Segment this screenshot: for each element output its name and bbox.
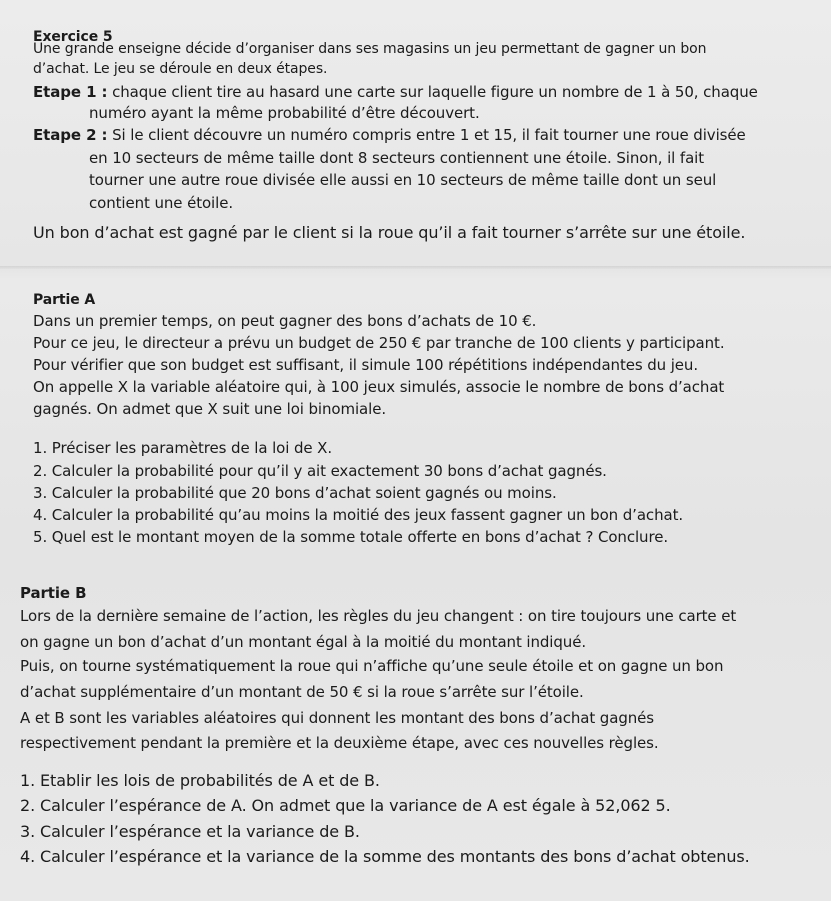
paper-fold: [0, 266, 831, 269]
intro-line-2: d’achat. Le jeu se déroule en deux étapes.: [33, 61, 328, 77]
partB-text-5: A et B sont les variables aléatoires qui donnent les montant des bons d’achat gagnés: [20, 709, 654, 727]
partB-text-6: respectivement pendant la première et la deuxième étape, avec ces nouvelles règles.: [20, 734, 659, 752]
partB-question-2: 2. Calculer l’espérance de A. On admet que la variance de A est égale à 52,062 5.: [20, 796, 671, 815]
partA-text-4: On appelle X la variable aléatoire qui, à 100 jeux simulés, associe le nombre de bons d’achat: [33, 378, 725, 396]
etape1-line-2: numéro ayant la même probabilité d’être découvert.: [89, 104, 480, 122]
etape2-line-4: contient une étoile.: [89, 194, 233, 212]
etape1-line-1: Etape 1 : chaque client tire au hasard une carte sur laquelle figure un nombre de 1 à 50, chaque: [33, 83, 758, 101]
partA-text-2: Pour ce jeu, le directeur a prévu un budget de 250 € par tranche de 100 clients y participant.: [33, 334, 725, 352]
etape1-line-1-text: chaque client tire au hasard une carte sur laquelle figure un nombre de 1 à 50, chaque: [107, 83, 758, 101]
partA-question-4: 4. Calculer la probabilité qu’au moins la moitié des jeux fassent gagner un bon d’achat.: [33, 506, 684, 524]
etape2-line-1: Etape 2 : Si le client découvre un numéro compris entre 1 et 15, il fait tourner une roue divisée: [33, 126, 746, 144]
partB-text-4: d’achat supplémentaire d’un montant de 50 € si la roue s’arrête sur l’étoile.: [20, 683, 584, 701]
partB-question-1: 1. Etablir les lois de probabilités de A et de B.: [20, 771, 380, 790]
etape2-line-1-text: Si le client découvre un numéro compris entre 1 et 15, il fait tourner une roue divisée: [107, 126, 746, 144]
exercise-title: Exercice 5: [33, 29, 113, 45]
partB-title: Partie B: [20, 584, 87, 602]
partA-question-3: 3. Calculer la probabilité que 20 bons d’achat soient gagnés ou moins.: [33, 484, 557, 502]
partA-question-1: 1. Préciser les paramètres de la loi de X.: [33, 439, 333, 457]
partB-text-2: on gagne un bon d’achat d’un montant égal à la moitié du montant indiqué.: [20, 633, 586, 651]
etape2-line-2: en 10 secteurs de même taille dont 8 secteurs contiennent une étoile. Sinon, il fait: [89, 149, 705, 167]
partA-question-2: 2. Calculer la probabilité pour qu’il y ait exactement 30 bons d’achat gagnés.: [33, 462, 607, 480]
exercise-conclusion: Un bon d’achat est gagné par le client si la roue qu’il a fait tourner s’arrête sur une étoile.: [33, 223, 746, 242]
partA-question-5: 5. Quel est le montant moyen de la somme totale offerte en bons d’achat ? Conclure.: [33, 528, 668, 546]
partB-text-3: Puis, on tourne systématiquement la roue qui n’affiche qu’une seule étoile et on gagne un bon: [20, 657, 724, 675]
partA-text-3: Pour vérifier que son budget est suffisant, il simule 100 répétitions indépendantes du jeu.: [33, 356, 699, 374]
partB-question-4: 4. Calculer l’espérance et la variance de la somme des montants des bons d’achat obtenus.: [20, 847, 750, 866]
partA-title: Partie A: [33, 292, 96, 308]
partB-text-1: Lors de la dernière semaine de l’action, les règles du jeu changent : on tire toujours une carte et: [20, 607, 737, 625]
partA-text-5: gagnés. On admet que X suit une loi binomiale.: [33, 400, 387, 418]
intro-line-1: Une grande enseigne décide d’organiser dans ses magasins un jeu permettant de gagner un bon: [33, 41, 707, 57]
partB-question-3: 3. Calculer l’espérance et la variance de B.: [20, 822, 360, 841]
partA-text-1: Dans un premier temps, on peut gagner des bons d’achats de 10 €.: [33, 312, 537, 330]
etape2-line-3: tourner une autre roue divisée elle aussi en 10 secteurs de même taille dont un seul: [89, 171, 717, 189]
